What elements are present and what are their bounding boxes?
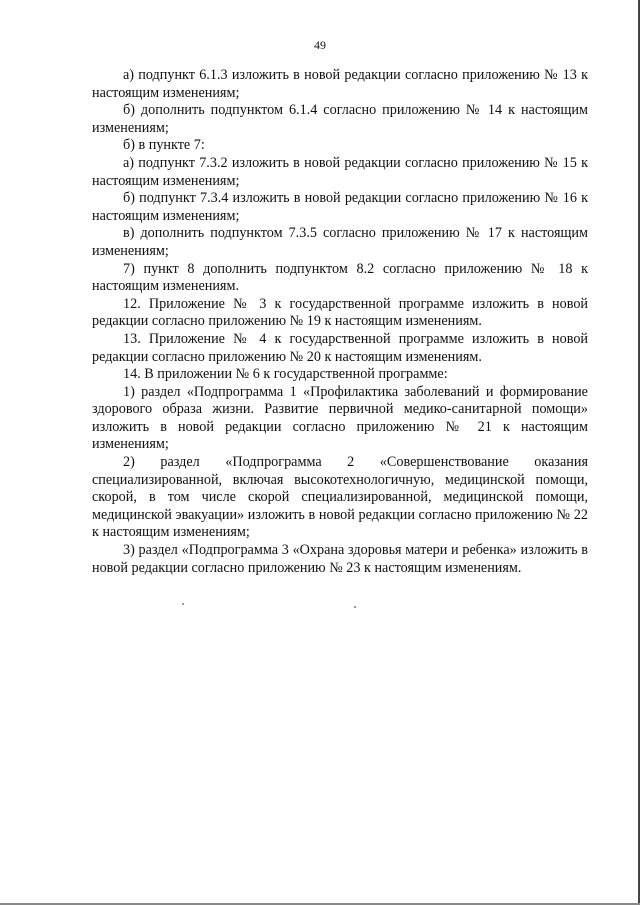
scan-speck xyxy=(354,606,356,608)
paragraph-b-6-1-4: б) дополнить подпунктом 6.1.4 согласно приложению № 14 к настоящим изменениям; xyxy=(92,102,588,136)
scan-speck xyxy=(182,603,184,605)
document-body xyxy=(92,67,588,577)
paragraph-b-point-7: б) в пункте 7: xyxy=(123,137,205,154)
paragraph-v-7-3-5: в) дополнить подпунктом 7.3.5 согласно приложению № 17 к настоящим изменениям; xyxy=(92,225,588,259)
paragraph-a-6-1-3: а) подпункт 6.1.3 изложить в новой редакции согласно приложению № 13 к настоящим изменениям; xyxy=(92,67,588,101)
paragraph-7-point-8: 7) пункт 8 дополнить подпунктом 8.2 согласно приложению № 18 к настоящим изменениям. xyxy=(92,260,588,295)
paragraph-14-item-1: 1) раздел «Подпрограмма 1 «Профилактика заболеваний и формирование здорового образа жизни. Развитие первичной медико-санитарной помощи» изложить в новой редакции согласно приложению № 21 к настоящим изменениям; xyxy=(92,383,588,453)
paragraph-14-item-2: 2) раздел «Подпрограмма 2 «Совершенствование оказания специализированной, включая высокотехнологичную, медицинской помощи, скорой, в том числе скорой специализированной, медицинской помощи, медицинской эвакуации» изложить в новой редакции согласно приложению № 22 к настоящим изменениям; xyxy=(92,454,588,541)
page-number: 49 xyxy=(314,38,326,52)
paragraph-13: 13. Приложение № 4 к государственной программе изложить в новой редакции согласно приложению № 20 к настоящим изменениям. xyxy=(92,330,588,365)
paragraph-a-7-3-2: а) подпункт 7.3.2 изложить в новой редакции согласно приложению № 15 к настоящим изменениям; xyxy=(92,154,588,189)
paragraph-14: 14. В приложении № 6 к государственной программе: xyxy=(123,366,448,383)
paragraph-b-7-3-4: б) подпункт 7.3.4 изложить в новой редакции согласно приложению № 16 к настоящим изменениям; xyxy=(92,190,588,224)
paragraph-14-item-3: 3) раздел «Подпрограмма 3 «Охрана здоровья матери и ребенка» изложить в новой редакции согласно приложению № 23 к настоящим изменениям. xyxy=(92,542,588,576)
paragraph-12: 12. Приложение № 3 к государственной программе изложить в новой редакции согласно приложению № 19 к настоящим изменениям. xyxy=(92,295,588,330)
